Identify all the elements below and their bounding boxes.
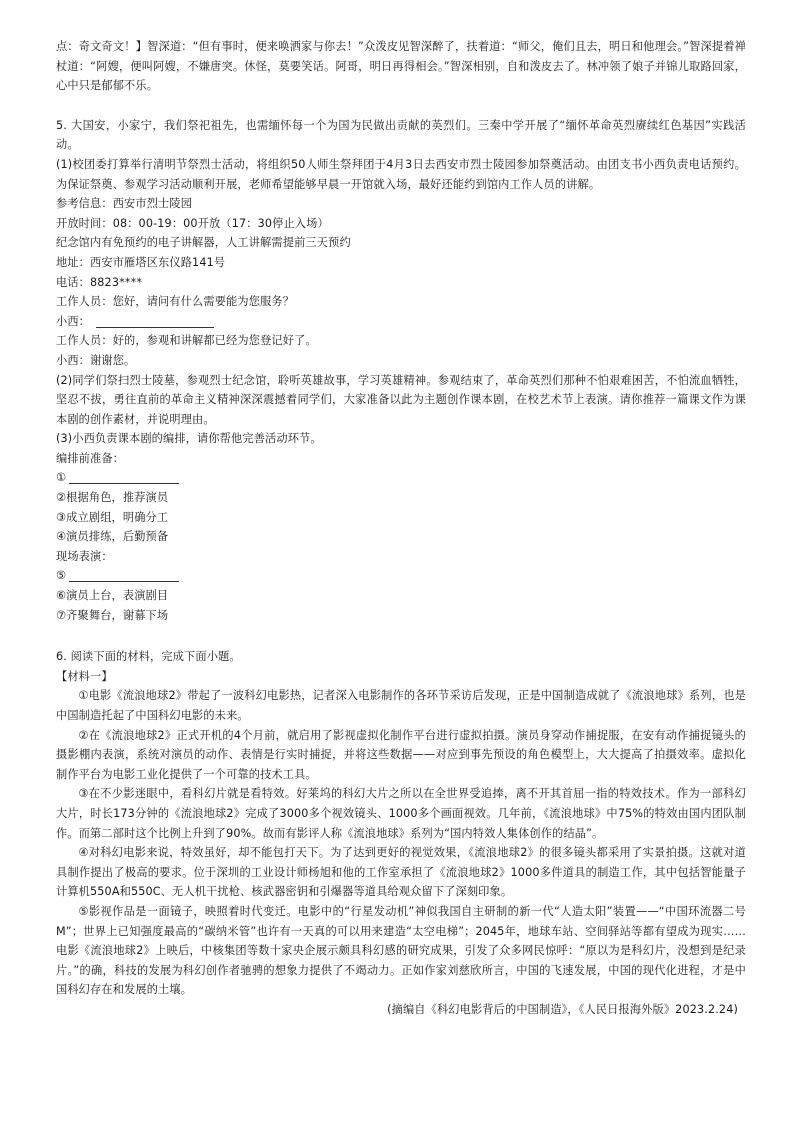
material-label: 【材料一】 [56,669,113,683]
spacer [56,96,746,116]
dialog-xiaoxi-thanks: 小西：谢谢您。 [56,353,136,367]
step-5 [56,566,746,586]
spacer [56,625,746,647]
dialog-xiaoxi-reply [56,312,746,332]
step-2: ②根据角色，推荐演员 [56,491,169,505]
material-paragraph: ①电影《流浪地球2》带起了一波科幻电影热，记者深入电影制作的各环节采访后发现，正是中国制造成就了《流浪地球》系列，也是中国制造托起了中国科幻电影的未来。 [56,689,746,722]
dialog-speaker: 小西： [56,314,91,328]
live-label: 现场表演： [56,549,113,563]
passage-ending: 点：奇文奇文！】智深道：“但有事时，便来唤洒家与你去！”众泼皮见智深醉了，扶着道：“师父，俺们且去，明日和他理会。”智深提着禅杖道：“阿嫂，便叫阿嫂，不嫌唐突。休怪，莫要笑话。阿哥，明日再得相会。”智深相别，自和泼皮去了。林冲领了娘子并锦儿取路回家，心中只是郁郁不乐。 [56,40,746,93]
answer-blank[interactable] [69,570,179,582]
question-5-intro: 5. 大国安，小家宁，我们祭祀祖先，也需缅怀每一个为国为民做出贡献的英烈们。三秦中学开展了“缅怀革命英烈赓续红色基因”实践活动。 [56,118,746,152]
info-address: 地址：西安市雁塔区东仪路141号 [56,255,226,269]
question-5-part-1: (1)校团委打算举行清明节祭烈士活动，将组织50人师生祭拜团于4月3日去西安市烈士陵园参加祭奠活动。由团支书小西负责电话预约。为保证祭奠、参观学习活动顺利开展，老师希望能够早晨一开馆就入场，最好还能约到馆内工作人员的讲解。 [56,157,746,191]
question-5-part-2: (2)同学们祭扫烈士陵墓，参观烈士纪念馆，聆听英雄故事，学习英雄精神。参观结束了，革命英烈们那种不怕艰难困苦，不怕流血牺牲，坚忍不拔，勇往直前的革命主义精神深深震撼着同学们，大家准备以此为主题创作课本剧，在校艺术节上表演。请你推荐一篇课文作为课本剧的创作素材，并说明理由。 [56,373,746,426]
prep-label: 编排前准备： [56,451,125,465]
answer-blank[interactable] [96,316,214,328]
material-paragraph: ③在不少影迷眼中，看科幻片就是看特效。好莱坞的科幻大片之所以在全世界受追捧，离不开其首屈一指的特效技术。作为一部科幻大片，时长173分钟的《流浪地球2》完成了3000多个视效镜头、1000多个画面视效。几年前，《流浪地球》中75%的特效由国内团队制作。而第二部时这个比例上升到了90%。故而有影评人称《流浪地球》系列为“国内特效人集体创作的结晶”。 [56,787,746,840]
material-paragraph: ⑤影视作品是一面镜子，映照着时代变迁。电影中的“行星发动机”神似我国自主研制的新一代“人造太阳”装置——“中国环流器二号M”；世界上已知强度最高的“碳纳米管”也许有一天真的可以用来建造“太空电梯”；2045年，地球车站、空间驿站等都有望成为现实……电影《流浪地球2》上映后，中核集团等数十家央企展示颇具科幻感的研究成果，引发了众多网民惊呼：“原以为是科幻片，没想到是纪录片。”的确，科技的发展为科幻创作者驰骋的想象力提供了不竭动力。正如作家刘慈欣所言，中国的飞速发展，中国的现代化进程，才是中国科幻存在和发展的土壤。 [56,904,746,997]
question-6-intro: 6. 阅读下面的材料，完成下面小题。 [56,650,241,664]
question-5-part-3: (3)小西负责课本剧的编排，请你帮他完善活动环节。 [56,432,322,446]
info-name: 参考信息：西安市烈士陵园 [56,197,193,211]
material-paragraph: ②在《流浪地球2》正式开机的4个月前，就启用了影视虚拟化制作平台进行虚拟拍摄。演员身穿动作捕捉服，在安有动作捕捉镜头的摄影棚内表演，系统对演员的动作、表情是行实时捕捉，并将这些数据——对应到事先预设的角色模型上，大大提高了拍摄效率。虚拟化制作平台为电影工业化提供了一个可靠的技术工具。 [56,728,746,781]
info-phone: 电话：8823**** [56,275,143,289]
step-number: ① [56,471,67,485]
step-3: ③成立剧组，明确分工 [56,510,169,524]
answer-blank[interactable] [69,472,179,484]
step-1 [56,468,746,488]
step-6: ⑥演员上台，表演剧目 [56,589,169,603]
step-number: ⑤ [56,569,67,583]
step-7: ⑦齐聚舞台，谢幕下场 [56,608,169,622]
step-4: ④演员排练，后勤预备 [56,530,169,544]
info-guide: 纪念馆内有免预约的电子讲解器，人工讲解需提前三天预约 [56,236,351,250]
dialog-staff-confirm: 工作人员：好的，参观和讲解都已经为您登记好了。 [56,334,317,348]
dialog-staff-greeting: 工作人员：您好，请问有什么需要能为您服务？ [56,295,295,309]
exam-page [56,37,746,1020]
source-citation: (摘编自《科幻电影背后的中国制造》，《人民日报海外版》2023.2.24) [387,1002,738,1016]
info-hours: 开放时间：08：00-19：00开放（17：30停止入场） [56,216,329,230]
material-paragraph: ④对科幻电影来说，特效虽好，却不能包打天下。为了达到更好的视觉效果，《流浪地球2》的很多镜头都采用了实景拍摄。这就对道具制作提出了极高的要求。位于深圳的工业设计师杨旭和他的工作室承担了《流浪地球2》1000多件道具的制造工作，其中包括智能量子计算机550A和550C、无人机干扰枪、核武器密钥和引爆器等道具给观众留下了深刻印象。 [56,846,746,899]
